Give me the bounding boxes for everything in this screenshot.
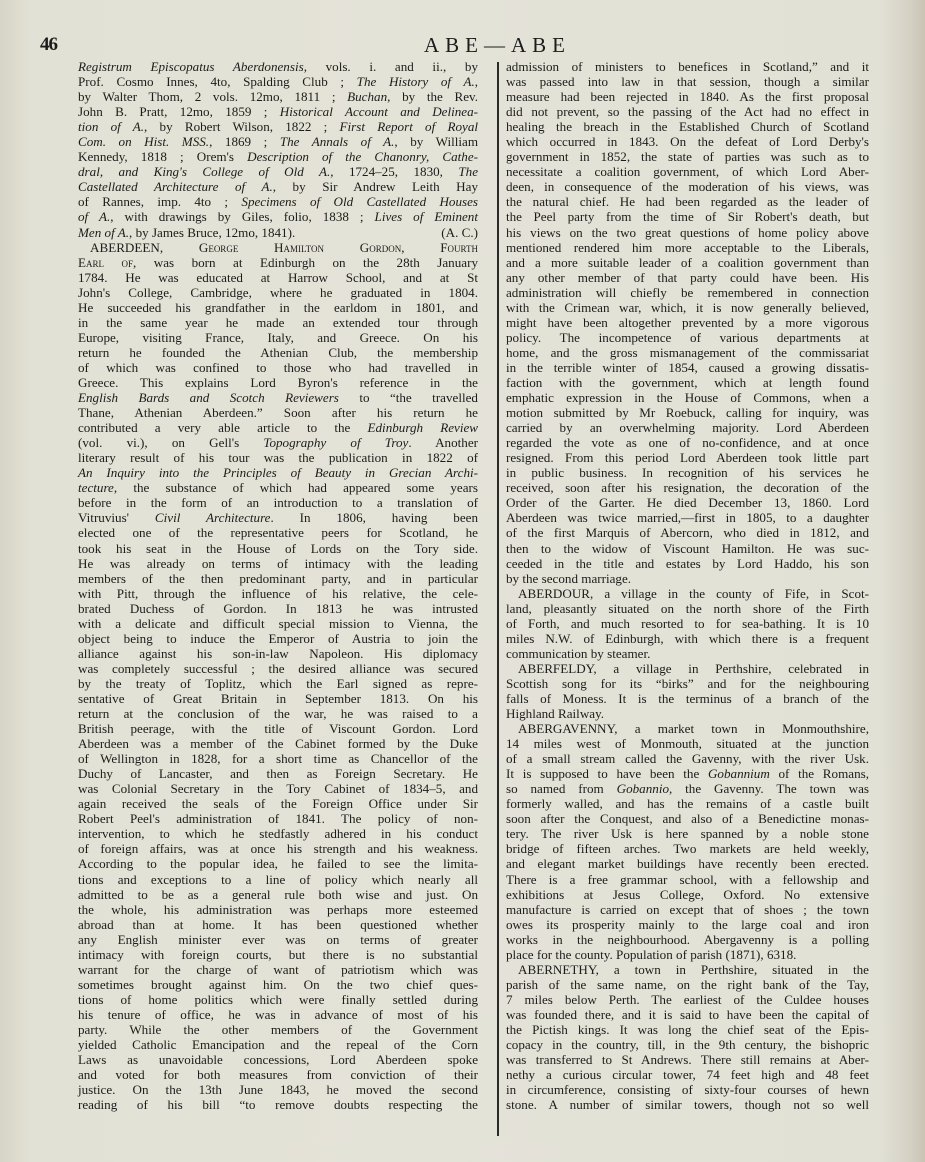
text-line: any English minister ever was on terms of greater bbox=[78, 931, 478, 947]
text-line: took his seat in the House of Lords on the Tory side. bbox=[78, 540, 478, 556]
text-line: the whole, his administration was perhaps more esteemed bbox=[78, 901, 478, 917]
left-column bbox=[78, 59, 478, 1112]
text-line: John B. Pratt, 12mo, 1859 ; Historical Account and Delinea- bbox=[78, 104, 479, 120]
text-line: with the Crimean war, which, it is now generally believed, bbox=[506, 299, 869, 315]
text-line: He was already on terms of intimacy with the leading bbox=[78, 555, 478, 571]
text-line: emphatic expression in the House of Commons, when a bbox=[506, 390, 869, 406]
text-line: Earl of, was born at Edinburgh on the 28th January bbox=[78, 254, 478, 270]
text-line: reading of his bill “to remove doubts respecting the bbox=[78, 1097, 478, 1113]
text-line: Highland Railway. bbox=[506, 706, 605, 722]
text-line: bridge of fifteen arches. Two markets are held weekly, bbox=[506, 841, 869, 857]
text-line: Kennedy, 1818 ; Orem's Description of the Chanonry, Cathe- bbox=[78, 149, 478, 165]
text-line: ABERFELDY, a village in Perthshire, celebrated in bbox=[518, 660, 869, 676]
text-line: An Inquiry into the Principles of Beauty in Grecian Archi- bbox=[78, 465, 478, 481]
text-line: tions of home politics which were finally settled during bbox=[78, 991, 478, 1007]
text-line: was founded there, and it is said to have been the capital of bbox=[506, 1006, 869, 1022]
text-line: Castellated Architecture of A., by Sir Andrew Leith Hay bbox=[78, 179, 478, 195]
text-line: owes its prosperity mainly to the large coal and iron bbox=[506, 916, 869, 932]
text-line: manufacture is carried on except that of shoes ; the town bbox=[506, 901, 869, 917]
author-signature: (A. C.) bbox=[441, 224, 478, 240]
text-line: Registrum Episcopatus Aberdonensis, vols. i. and ii., by bbox=[78, 59, 478, 74]
text-line: of the first Marquis of Abercorn, who died in 1812, and bbox=[506, 525, 869, 541]
text-line: works in the neighbourhood. Abergavenny is a polling bbox=[506, 931, 869, 947]
text-line: tery. The river Usk is here spanned by a noble stone bbox=[506, 826, 869, 842]
text-line: stone. A number of similar towers, though not so well bbox=[506, 1097, 869, 1113]
text-line: policy. The incompetence of various departments at bbox=[506, 329, 869, 345]
text-line: deen, in consequence of the moderation of his views, was bbox=[506, 179, 869, 195]
text-line: the natural chief. He had been regarded as the leader of bbox=[506, 194, 869, 210]
text-line: intervention, to which he stedfastly adhered in his conduct bbox=[78, 826, 478, 842]
text-line: John's College, Cambridge, where he graduated in 1804. bbox=[78, 284, 478, 300]
text-line: party. While the other members of the Government bbox=[78, 1022, 478, 1037]
text-line: of foreign affairs, was at once his strength and his weakness. bbox=[78, 841, 478, 857]
text-line: elected one of the representative peers for Scotland, he bbox=[78, 525, 478, 541]
text-line: Aberdeen was a member of the Cabinet formed by the Duke bbox=[78, 736, 478, 752]
column-divider bbox=[497, 62, 499, 1136]
text-line: was passed into law in that session, though a similar bbox=[506, 74, 869, 90]
text-line: tecture, the substance of which had appeared some years bbox=[78, 480, 478, 496]
text-line: According to the popular idea, he failed to see the limita- bbox=[78, 856, 478, 872]
text-line: Robert Peel's administration of 1841. The policy of non- bbox=[78, 811, 478, 827]
text-line: ABERDOUR, a village in the county of Fife, in Scot- bbox=[518, 585, 869, 601]
text-line: return at the conclusion of the war, he was raised to a bbox=[78, 706, 478, 722]
text-line: Greece. This explains Lord Byron's reference in the bbox=[78, 374, 478, 390]
page-number: 46 bbox=[40, 34, 57, 55]
text-line: copacy in the country, till, in the 9th century, the bishopric bbox=[506, 1037, 869, 1053]
text-line: so named from Gobannio, the Gavenny. The town was bbox=[506, 781, 869, 797]
text-line: in the terrible winter of 1854, caused a growing dissatis- bbox=[506, 359, 869, 375]
text-line: did not prevent, so the passing of the Act had no effect in bbox=[506, 104, 869, 120]
text-line: Laws as unavoidable concessions, Lord Aberdeen spoke bbox=[78, 1052, 478, 1068]
text-line: government in 1852, the state of parties was such as to bbox=[506, 149, 869, 165]
text-line: Prof. Cosmo Innes, 4to, Spalding Club ; The History of A., bbox=[78, 74, 478, 90]
text-line: received, soon after his resignation, the decoration of the bbox=[506, 480, 869, 496]
text-line: (vol. vi.), on Gell's Topography of Troy. Another bbox=[78, 435, 478, 451]
text-line: members of the then predominant party, and in particular bbox=[78, 570, 478, 586]
text-line: ABERGAVENNY, a market town in Monmouthshire, bbox=[518, 721, 869, 737]
text-line: yielded Catholic Emancipation and the repeal of the Corn bbox=[78, 1037, 478, 1053]
text-line: 1784. He was educated at Harrow School, and at St bbox=[78, 269, 478, 285]
text-line: of Forth, and much resorted to for sea-bathing. It is 10 bbox=[506, 615, 869, 631]
text-line: 14 miles west of Monmouth, situated at the junction bbox=[506, 736, 869, 752]
text-line: of which was confined to those who had travelled in bbox=[78, 359, 478, 375]
text-line: communication by steamer. bbox=[506, 645, 651, 661]
text-line: and voted for both measures from conviction of their bbox=[78, 1067, 478, 1083]
text-line: ABERNETHY, a town in Perthshire, situated in the bbox=[518, 961, 869, 977]
text-line: of Wellington in 1828, for a short time as Chancellor of the bbox=[78, 751, 478, 767]
running-head: ABE—ABE bbox=[424, 33, 571, 57]
text-line: English Bards and Scotch Reviewers to “the travelled bbox=[78, 390, 478, 406]
text-line: faction with the government, which at length found bbox=[506, 374, 869, 390]
text-line: mentioned rendered him more acceptable to the Liberals, bbox=[506, 239, 869, 255]
text-line: in public business. In recognition of his services he bbox=[506, 465, 869, 481]
text-line: Men of A., by James Bruce, 12mo, 1841). (A. C.) bbox=[78, 224, 478, 240]
text-line: Aberdeen was twice married,—first in 1805, to a daughter bbox=[506, 510, 869, 526]
text-line: warrant for the charge of want of patriotism which was bbox=[78, 961, 478, 977]
text-line: contributed a very able article to the Edinburgh Review bbox=[78, 420, 479, 436]
text-line: regarded the vote as one of no-confidence, and at once bbox=[506, 435, 869, 451]
text-line: of Rannes, imp. 4to ; Specimens of Old Castellated Houses bbox=[78, 194, 478, 210]
text-line: administration will chiefly be remembered in connection bbox=[506, 284, 869, 300]
text-line: Com. on Hist. MSS., 1869 ; The Annals of A., by William bbox=[78, 134, 479, 150]
text-line: his views on the two great questions of home policy above bbox=[506, 224, 869, 240]
text-line: Duchy of Lancaster, and then as Foreign Secretary. He bbox=[78, 766, 478, 782]
text-line: was Colonial Secretary in the Tory Cabinet of 1834–5, and bbox=[78, 781, 478, 797]
text-line: literary result of his tour was the publication in 1822 of bbox=[78, 450, 478, 466]
text-line: justice. On the 13th June 1843, he moved the second bbox=[78, 1082, 478, 1098]
text-line: his tenure of office, he was in advance of most of his bbox=[78, 1006, 478, 1022]
text-line: exhibitions at Jesus College, Oxford. No extensive bbox=[506, 886, 869, 902]
text-line: sometimes brought against him. On the two chief ques- bbox=[78, 976, 478, 992]
text-line: necessitate a coalition government, of which Lord Aber- bbox=[506, 164, 869, 180]
text-line: admission of ministers to benefices in Scotland,” and it bbox=[506, 59, 869, 74]
text-line: was completely successful ; the desired alliance was secured bbox=[78, 660, 478, 676]
text-line: by the second marriage. bbox=[506, 570, 632, 586]
text-line: of a small stream called the Gavenny, with the river Usk. bbox=[506, 751, 869, 767]
text-line: by the treaty of Toplitz, which the Earl signed as repre- bbox=[78, 675, 478, 691]
text-line: miles N.W. of Edinburgh, with which there is a frequent bbox=[506, 630, 869, 646]
text-line: again received the seals of the Foreign Office under Sir bbox=[78, 796, 478, 812]
text-line: admitted to be as a general rule both wise and just. On bbox=[78, 886, 478, 902]
text-line: parish of the same name, on the right bank of the Tay, bbox=[506, 976, 869, 992]
text-line: intimacy with foreign courts, but there is no substantial bbox=[78, 946, 478, 962]
text-line: in circumference, consisting of sixty-four courses of hewn bbox=[506, 1082, 869, 1098]
text-line: the Pictish kings. It was long the chief seat of the Epis- bbox=[506, 1022, 869, 1037]
text-line: tion of A., by Robert Wilson, 1822 ; First Report of Royal bbox=[78, 119, 478, 135]
text-line: with a delicate and difficult special mission to Vienna, the bbox=[78, 615, 478, 631]
text-line: object being to induce the Emperor of Austria to join the bbox=[78, 630, 478, 646]
text-line: carried by an overwhelming majority. Lord Aberdeen bbox=[506, 420, 869, 436]
text-line: before in the form of an introduction to a translation of bbox=[78, 495, 478, 511]
text-line: and a more suitable leader of a coalition government than bbox=[506, 254, 869, 270]
text-line: formerly walled, and has the remains of a castle built bbox=[506, 796, 869, 812]
text-line: which occurred in 1843. On the defeat of Lord Derby's bbox=[506, 134, 869, 150]
text-line: return he founded the Athenian Club, the membership bbox=[78, 344, 478, 360]
text-line: was transferred to St Andrews. There still remains at Aber- bbox=[506, 1052, 869, 1068]
text-line: home, and the gross mismanagement of the commissariat bbox=[506, 344, 869, 360]
text-line: land, pleasantly situated on the north shore of the Firth bbox=[506, 600, 869, 616]
text-line: 7 miles below Perth. The earliest of the Culdee houses bbox=[506, 991, 869, 1007]
text-line: resigned. From this period Lord Aberdeen took little part bbox=[506, 450, 869, 466]
text-line: with Pitt, through the influence of his relative, the cele- bbox=[78, 585, 478, 601]
text-line: then to the widow of Viscount Hamilton. He was suc- bbox=[506, 540, 869, 556]
text-line: Europe, visiting France, Italy, and Greece. On his bbox=[78, 329, 478, 345]
text-line: Scottish song for its “birks” and for the neighbouring bbox=[506, 675, 869, 691]
text-line: the Peel party from the time of Sir Robert's death, but bbox=[506, 209, 869, 225]
text-line: of A., with drawings by Giles, folio, 1838 ; Lives of Eminent bbox=[78, 209, 478, 225]
text-line: measure had been rejected in 1840. As the first proposal bbox=[506, 89, 869, 105]
text-line: Vitruvius' Civil Architecture. In 1806, having been bbox=[78, 510, 479, 526]
text-line: place for the county. Population of parish (1871), 6318. bbox=[506, 946, 797, 962]
text-line: any other member of that party could have been. His bbox=[506, 269, 869, 285]
text-line: might have been altogether prevented by a more vigorous bbox=[506, 314, 869, 330]
text-line: and elegant market buildings have recently been erected. bbox=[506, 856, 869, 872]
text-line: He succeeded his grandfather in the earldom in 1801, and bbox=[78, 299, 478, 315]
right-column bbox=[506, 59, 869, 1112]
text-line: soon after the Conquest, and also of a Benedictine monas- bbox=[506, 811, 869, 827]
text-line: by Walter Thom, 2 vols. 12mo, 1811 ; Buchan, by the Rev. bbox=[78, 89, 479, 105]
text-line: There is a free grammar school, with a fellowship and bbox=[506, 871, 869, 887]
text-line: in the same year he made an extended tour through bbox=[78, 314, 478, 330]
text-line: ABERDEEN, George Hamilton Gordon, Fourth bbox=[90, 239, 478, 255]
text-line: Thane, Athenian Aberdeen.” Soon after his return he bbox=[78, 405, 478, 421]
text-line: abroad than at home. It has been questioned whether bbox=[78, 916, 478, 932]
text-line: dral, and King's College of Old A., 1724–25, 1830, The bbox=[78, 164, 479, 180]
text-line: nethy a curious circular tower, 74 feet high and 48 feet bbox=[506, 1067, 869, 1083]
text-line: healing the breach in the Established Church of Scotland bbox=[506, 119, 869, 135]
text-line: sentative of Great Britain in September 1813. On his bbox=[78, 690, 478, 706]
text-line: motion submitted by Mr Roebuck, calling for inquiry, was bbox=[506, 405, 869, 421]
text-line: alliance against his son-in-law Napoleon. His diplomacy bbox=[78, 645, 478, 661]
text-line: Order of the Garter. He died December 13, 1860. Lord bbox=[506, 495, 869, 511]
text-line: It is supposed to have been the Gobannium of the Romans, bbox=[506, 766, 869, 782]
text-line: falls of Moness. It is the terminus of a branch of the bbox=[506, 690, 869, 706]
text-line: British peerage, with the title of Viscount Gordon. Lord bbox=[78, 721, 478, 737]
text-line: ceeded in the title and estates by Lord Haddo, his son bbox=[506, 555, 869, 571]
text-line: tions and exceptions to a line of policy which nearly all bbox=[78, 871, 478, 887]
text-line: brated Duchess of Gordon. In 1813 he was intrusted bbox=[78, 600, 478, 616]
